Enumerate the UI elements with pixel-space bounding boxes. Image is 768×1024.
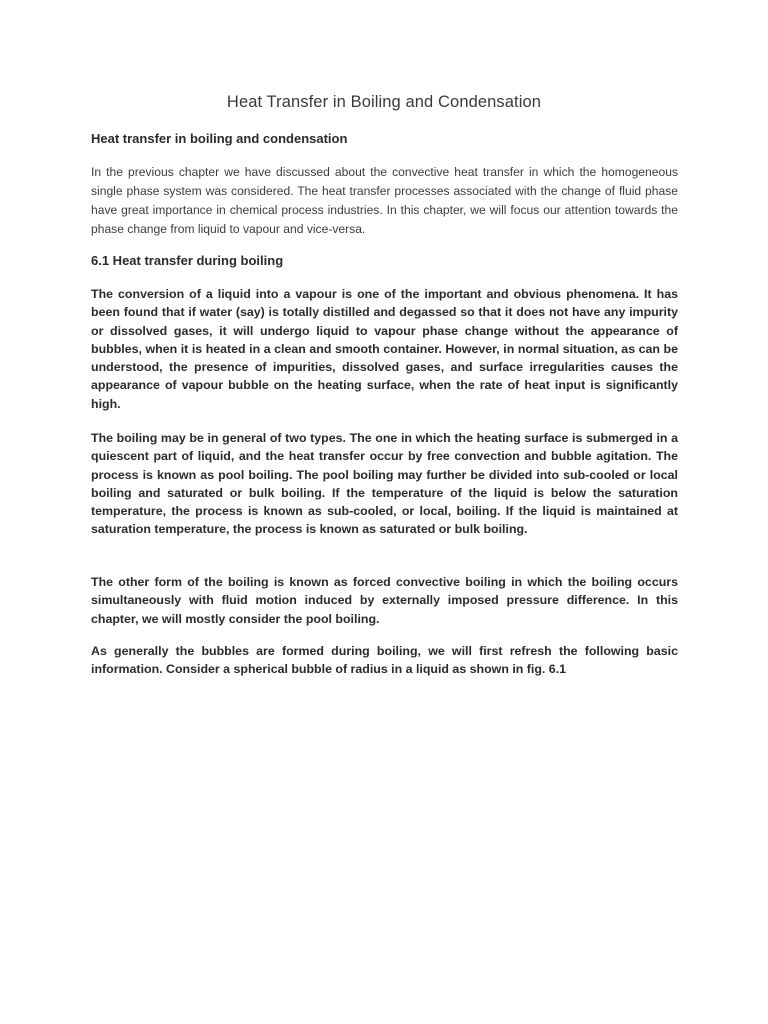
body-paragraph-2: The boiling may be in general of two types. The one in which the heating surface is submerged in a quiescent part of liquid, and the heat transfer occur by free convection and bubble agitation. The process is known as pool boiling. The pool boiling may further be divided into sub-cooled or local boiling and saturated or bulk boiling. If the temperature of the liquid is below the saturation temperature, the process is known as sub-cooled, or local, boiling. If the liquid is maintained at saturation temperature, the process is known as saturated or bulk boiling. <box>91 431 678 537</box>
body-paragraph-3: The other form of the boiling is known as forced convective boiling in which the boiling occurs simultaneously with fluid motion induced by externally imposed pressure difference. In this chapter, we will mostly consider the pool boiling. <box>91 575 678 626</box>
intro-paragraph: In the previous chapter we have discussed about the convective heat transfer in which the homogeneous single phase system was considered. The heat transfer processes associated with the change of fluid phase have great importance in chemical process industries. In this chapter, we will focus our attention towards the phase change from liquid to vapour and vice-versa. <box>91 165 678 236</box>
section-heading: Heat transfer in boiling and condensation <box>91 131 348 146</box>
subsection-heading: 6.1 Heat transfer during boiling <box>91 253 284 268</box>
body-paragraph-4: As generally the bubbles are formed during boiling, we will first refresh the following basic information. Consider a spherical bubble of radius in a liquid as shown in fig. 6.1 <box>91 644 678 677</box>
page-title: Heat Transfer in Boiling and Condensation <box>226 93 542 111</box>
body-paragraph-1: The conversion of a liquid into a vapour is one of the important and obvious phenomena. It has been found that if water (say) is totally distilled and degassed so that it does not have any impurity or dissolved gases, it will undergo liquid to vapour phase change without the appearance of bubbles, when it is heated in a clean and smooth container. However, in normal situation, as can be understood, the presence of impurities, dissolved gases, and surface irregularities causes the appearance of vapour bubble on the heating surface, when the rate of heat input is significantly high. <box>91 287 678 411</box>
